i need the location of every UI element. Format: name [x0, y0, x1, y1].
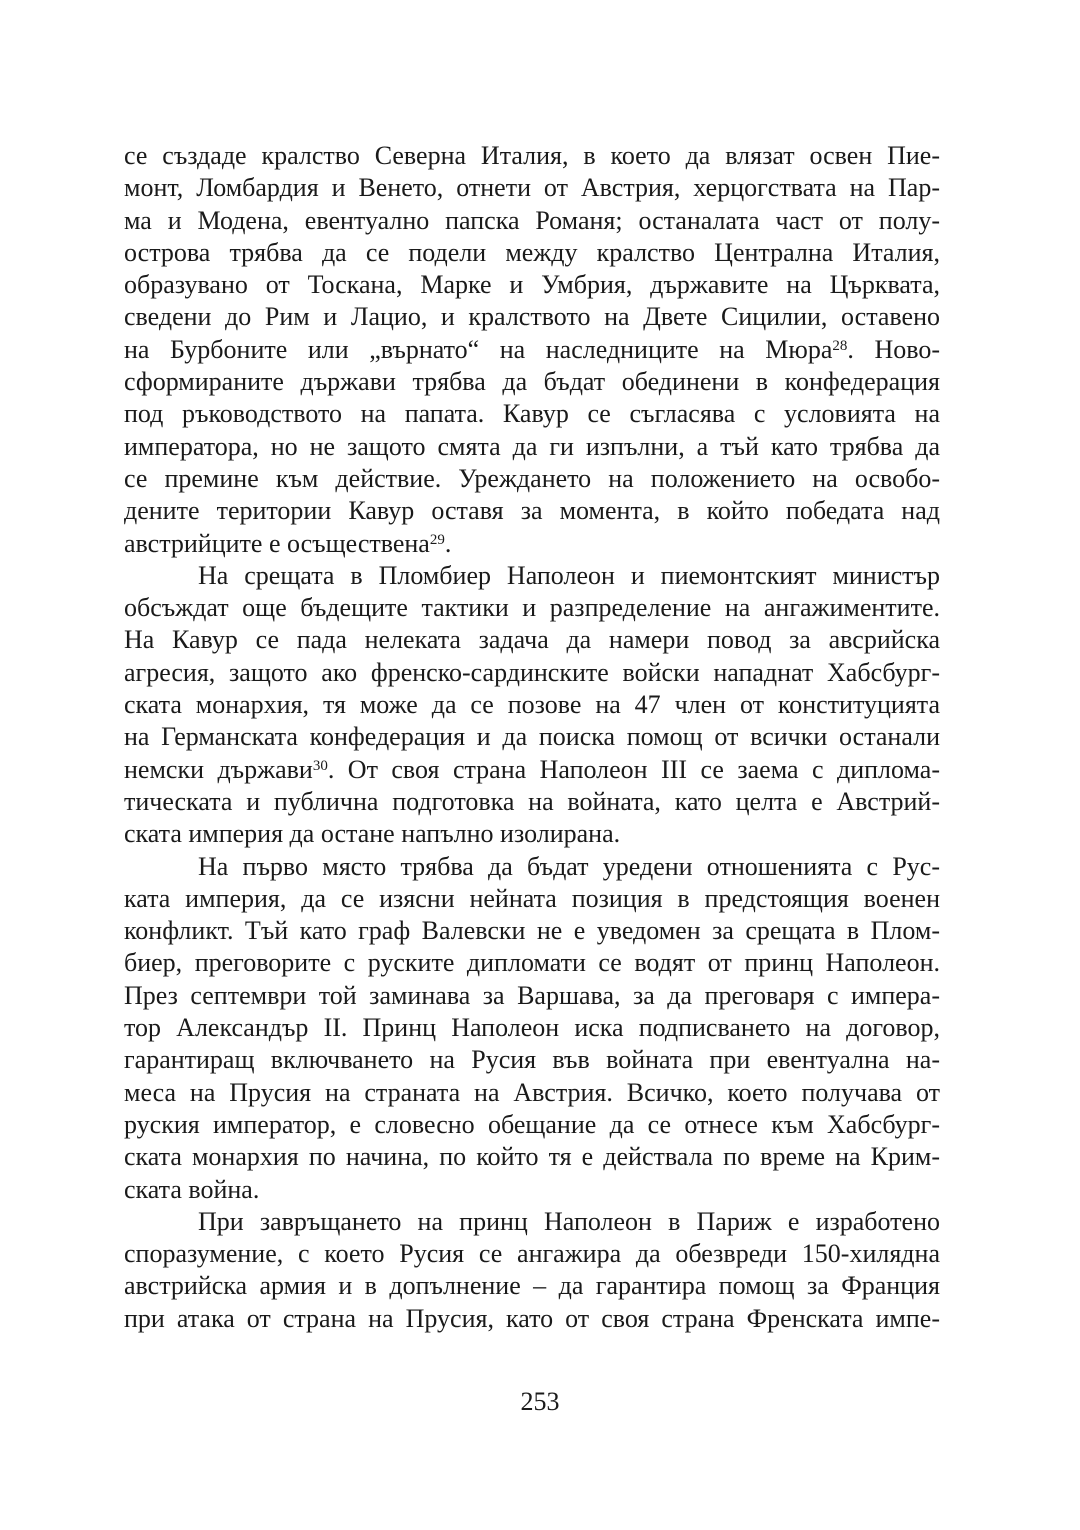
line-text: се премине към действие. Уреждането на положението на освобо-	[124, 463, 940, 493]
text-line	[124, 205, 940, 237]
footnote-reference[interactable]: 30	[312, 757, 328, 774]
text-line	[124, 915, 940, 947]
text-line	[124, 1077, 940, 1109]
text-line	[124, 721, 940, 753]
line-text: ската империя да остане напълно изолирана.	[124, 819, 621, 849]
line-text: биер, преговорите с руските дипломати се водят от принц Наполеон.	[124, 948, 940, 978]
text-line	[124, 528, 940, 560]
footnote-reference[interactable]: 28	[832, 337, 848, 354]
line-text: тическата и публична подготовка на войната, като целта е Австрий-	[124, 786, 940, 816]
line-text: При завръщането на принц Наполеон в Париж е изработено	[198, 1206, 940, 1236]
text-line	[124, 592, 940, 624]
line-text-after-footnote: .	[444, 528, 452, 558]
text-line	[124, 269, 940, 301]
line-text: На първо място трябва да бъдат уредени отношенията с Рус-	[198, 851, 940, 881]
text-line	[124, 495, 940, 527]
line-text: споразумение, с което Русия се ангажира да обезвреди 150-хилядна	[124, 1239, 940, 1269]
text-line	[124, 947, 940, 979]
text-line	[124, 140, 940, 172]
line-text: образувано от Тоскана, Марке и Умбрия, държавите на Църквата,	[124, 270, 940, 300]
line-text: ката империя, да се изясни нейната позиция в предстоящия военен	[124, 883, 940, 913]
text-line	[124, 851, 940, 883]
text-line	[124, 237, 940, 269]
text-line	[124, 689, 940, 721]
text-line	[124, 463, 940, 495]
line-text: австрийска армия и в допълнение – да гарантира помощ за Франция	[124, 1271, 940, 1301]
line-text: австрийците е осъществена	[124, 528, 430, 558]
line-text: руския император, е словесно обещание да се отнесе към Хабсбург-	[124, 1109, 940, 1139]
text-line	[124, 1141, 940, 1173]
line-text: На Кавур се пада нелеката задача да намери повод за авсрийска	[124, 625, 940, 655]
footnote-reference[interactable]: 29	[429, 531, 445, 548]
text-line	[124, 1012, 940, 1044]
text-line	[124, 657, 940, 689]
text-line	[124, 883, 940, 915]
line-text: тор Александър II. Принц Наполеон иска подписването на договор,	[124, 1013, 940, 1043]
line-text: ската монархия, тя може да се позове на 47 член от конституцията	[124, 690, 940, 720]
line-text: меса на Прусия на страната на Австрия. Всичко, което получава от	[124, 1077, 940, 1107]
text-line	[124, 366, 940, 398]
line-text: ската война.	[124, 1174, 260, 1204]
line-text: конфликт. Тъй като граф Валевски не е уведомен за срещата в Плом-	[124, 916, 940, 946]
line-text: немски държави	[124, 754, 313, 784]
text-line	[124, 431, 940, 463]
line-text: при атака от страна на Прусия, като от своя страна Френската импе-	[124, 1303, 940, 1333]
text-line	[124, 1303, 940, 1335]
text-line	[124, 1109, 940, 1141]
line-text: обсъждат още бъдещите тактики и разпределение на ангажиментите.	[124, 593, 940, 623]
text-line	[124, 818, 940, 850]
text-line	[124, 786, 940, 818]
paragraph	[124, 851, 940, 1206]
line-text: През септември той заминава за Варшава, за да преговаря с импера-	[124, 980, 940, 1010]
text-line	[124, 560, 940, 592]
text-line	[124, 1174, 940, 1206]
text-line	[124, 1206, 940, 1238]
line-text: императора, но не защото смята да ги изпълни, а тъй като трябва да	[124, 431, 940, 461]
line-text: На срещата в Пломбиер Наполеон и пиемонтският министър	[198, 560, 940, 590]
page-body	[124, 140, 940, 1335]
line-text: острова трябва да се подели между кралство Централна Италия,	[124, 237, 940, 267]
page-number: 253	[520, 1387, 560, 1416]
line-text: сведени до Рим и Лацио, и кралството на Двете Сицилии, оставено	[124, 302, 940, 332]
paragraph	[124, 560, 940, 851]
line-text: агресия, защото ако френско-сардинските войски нападнат Хабсбург-	[124, 657, 940, 687]
text-line	[124, 172, 940, 204]
line-text: монт, Ломбардия и Венето, отнети от Австрия, херцогствата на Пар-	[124, 173, 940, 203]
paragraph	[124, 1206, 940, 1335]
line-text-after-footnote: . Ново-	[847, 334, 940, 364]
text-line	[124, 624, 940, 656]
text-line	[124, 1044, 940, 1076]
line-text-after-footnote: . От своя страна Наполеон III се заема с диплома-	[327, 754, 940, 784]
line-text: дените територии Кавур оставя за момента, в който победата над	[124, 496, 940, 526]
line-text: сформираните държави трябва да бъдат обединени в конфедерация	[124, 367, 940, 397]
text-line	[124, 1270, 940, 1302]
text-line	[124, 754, 940, 786]
line-text: гарантиращ включването на Русия във войната при евентуална на-	[124, 1045, 940, 1075]
text-line	[124, 398, 940, 430]
line-text: на Германската конфедерация и да поиска помощ от всички останали	[124, 722, 940, 752]
line-text: под ръководството на папата. Кавур се съгласява с условията на	[124, 399, 940, 429]
line-text: се създаде кралство Северна Италия, в което да влязат освен Пие-	[124, 141, 940, 170]
line-text: ската монархия по начина, по който тя е действала по време на Крим-	[124, 1142, 940, 1172]
text-line	[124, 334, 940, 366]
line-text: ма и Модена, евентуално папска Романя; останалата част от полу-	[124, 205, 940, 235]
text-line	[124, 980, 940, 1012]
paragraph	[124, 140, 940, 560]
text-line	[124, 301, 940, 333]
text-line	[124, 1238, 940, 1270]
line-text: на Бурбоните или „върнато“ на наследниците на Мюра	[124, 334, 833, 364]
